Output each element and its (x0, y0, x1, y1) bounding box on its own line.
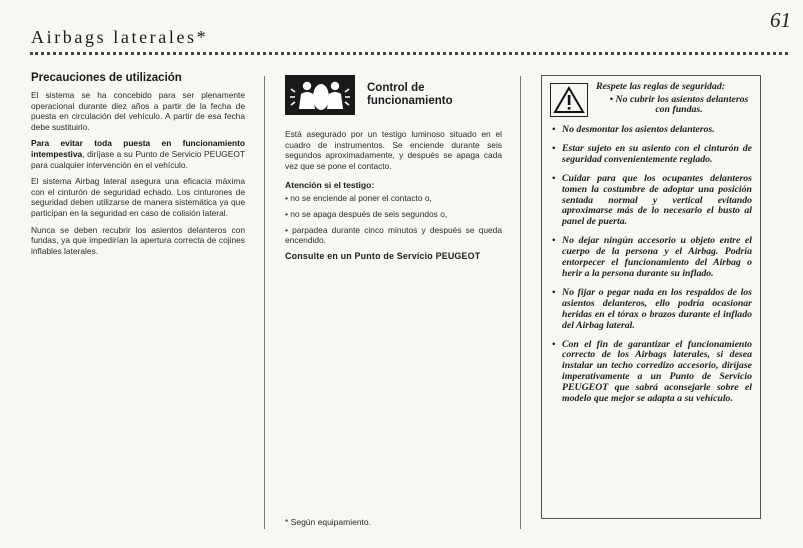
warning-title: Respete las reglas de seguridad: (596, 81, 725, 92)
warning-item: • No dejar ningún accesorio u objeto entre el cuerpo de la persona y el Airbag. Podría entorpecer el funcionamiento del Airbag o herir a la persona durante su inflado. (550, 236, 752, 280)
warning-subitem: • No cubrir los asientos delanteros con fundas. (609, 93, 749, 116)
list-item: • no se apaga después de seis segundos o, (285, 208, 448, 219)
control-header (285, 75, 502, 115)
warning-heading (596, 82, 752, 116)
paragraph (31, 138, 245, 170)
column-divider (520, 76, 521, 529)
warning-item: • Cuidar para que los ocupantes delanteros tomen la costumbre de adoptar una posición sentada normal y vertical evitando aproximarse más de lo necesario el busto al panel de puerta. (550, 174, 752, 229)
list-item: • no se enciende al poner el contacto o, (285, 193, 432, 204)
paragraph: Nunca se deben recubrir los asientos delanteros con fundas, ya que impedirían la apertura correcta de cojines inflables laterales. (31, 224, 245, 256)
list-item: • parpadea durante cinco minutos y después se queda encendido. (285, 224, 502, 246)
warning-triangle-icon (550, 83, 588, 117)
consult-note: Consulte en un Punto de Servicio PEUGEOT (285, 250, 481, 261)
warning-list (550, 125, 752, 405)
paragraph-text: , diríjase a su Punto de Servicio PEUGEOT para cualquier intervención en el vehículo. (31, 148, 245, 170)
control-heading: Control de funcionamiento (367, 82, 453, 107)
footnote: * Según equipamiento. (285, 517, 372, 527)
attention-heading: Atención si el testigo: (285, 180, 375, 191)
precautions-heading: Precauciones de utilización (31, 72, 182, 84)
column-divider (264, 76, 265, 529)
safety-warning-box (541, 75, 761, 519)
warning-item: • No desmontar los asientos delanteros. (550, 125, 752, 136)
paragraph: El sistema Airbag lateral asegura una eficacia máxima con el cinturón de seguridad echado. Los cinturones de seguridad deben utilizarse de manera sistemática ya que participan en la seguridad en caso de colisión lateral. (31, 176, 245, 218)
control-intro: Está asegurado por un testigo luminoso situado en el cuadro de instrumentos. Se enciende durante seis segundos aproximadamente, y después se apaga cada vez que se pone el contacto. (285, 129, 502, 171)
page-number: 61 (770, 8, 791, 32)
warning-item: • Con el fin de garantizar el funcionamiento correcto de los Airbags laterales, si desea instalar un techo corredizo accesorio, diríjase imperativamente a un Punto de Servicio PEUGEOT que sabrá aconsejarle sobre el modelo que mejor se adapta a su vehículo. (550, 340, 752, 405)
header-divider (30, 52, 788, 55)
emphasis: Para evitar toda puesta en funcionamiento intempestiva (31, 138, 245, 159)
warning-item: • No fijar o pegar nada en los respaldos de los asientos delanteros, ello podría ocasionar heridas en el tórax o brazos durante el inflado del Airbag lateral. (550, 288, 752, 332)
precautions-column (31, 72, 245, 262)
airbag-warning-icon (285, 75, 355, 115)
warning-header (550, 82, 752, 117)
page-title: Airbags laterales* (31, 27, 209, 47)
paragraph: El sistema se ha concebido para ser plenamente operacional durante diez años a partir de la fecha de puesta en circulación del vehículo. A partir de esa fecha debe sustituirlo. (31, 90, 245, 132)
warning-item: • Estar sujeto en su asiento con el cinturón de seguridad convenientemente reglado. (550, 144, 752, 166)
control-column (285, 72, 502, 262)
